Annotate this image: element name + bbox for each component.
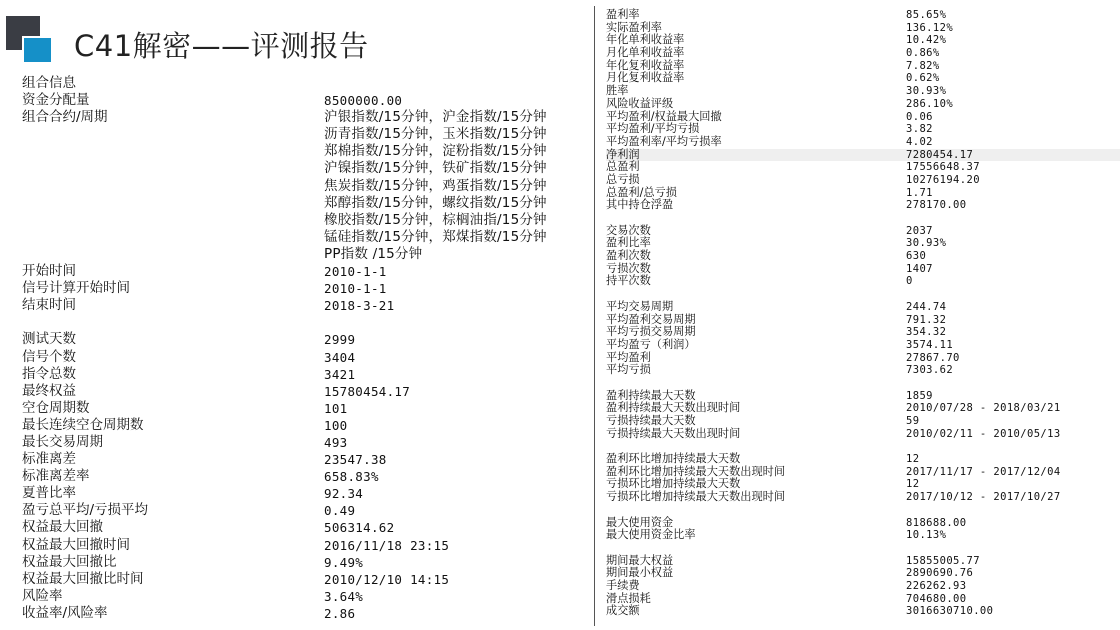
stat-value: 23547.38 [324,452,387,468]
stat-label: 最终权益 [22,382,76,399]
stat-value: 2018-3-21 [324,298,395,314]
stat-label: 实际盈利率 [606,20,662,34]
stat-value: 100 [324,417,348,433]
contract-line: 沪银指数/15分钟，沪金指数/15分钟 [324,109,547,126]
stat-label: 测试天数 [22,331,76,348]
contract-line: PP指数 /15分钟 [324,245,423,262]
stat-label: 平均盈利/平均亏损 [606,122,700,136]
stat-label: 标准离差率 [22,468,90,485]
logo-blue-square [22,36,51,62]
stat-row [22,451,567,468]
stat-label: 亏损环比增加持续最大天数 [606,477,741,491]
stat-value: 3016630710.00 [906,605,994,618]
stat-row [22,468,567,485]
stat-row [606,136,1116,149]
stat-value: 3574.11 [906,338,954,351]
stat-row [606,491,1116,504]
stat-value: 8500000.00 [324,93,403,109]
stat-value: 10276194.20 [906,173,980,186]
stat-row [606,580,1116,593]
stat-value: 1.71 [906,186,933,199]
spacer [606,288,1116,301]
stat-label: 平均交易周期 [606,299,674,313]
stat-label: 夏普比率 [22,485,76,502]
stat-value: 2017/10/12 - 2017/10/27 [906,491,1061,504]
stat-label: 开始时间 [22,263,76,280]
stat-label: 滑点损耗 [606,591,651,605]
stat-label: 盈利持续最大天数出现时间 [606,401,741,415]
stat-label: 最大使用资金 [606,515,674,529]
stat-value: 92.34 [324,486,364,502]
stat-label: 资金分配量 [22,92,90,109]
stat-row [22,537,567,554]
stat-row [606,161,1116,174]
stat-label: 月化单利收益率 [606,46,685,60]
stat-label: 风险收益评级 [606,96,674,110]
stat-label: 平均盈利/权益最大回撤 [606,109,722,123]
stat-row [606,123,1116,136]
stat-value: 2010-1-1 [324,264,387,280]
stat-value: 1859 [906,389,933,402]
stat-row [606,593,1116,606]
stat-label: 权益最大回撤 [22,519,103,536]
report-logo [6,16,54,60]
stat-label: 平均盈利 [606,350,651,364]
stat-row [606,339,1116,352]
stat-value: 85.65% [906,9,947,21]
stat-value: 9.49% [324,554,364,570]
stat-label: 期间最大权益 [606,553,674,567]
stat-label: 成交额 [606,604,640,618]
stat-label: 盈利环比增加持续最大天数出现时间 [606,464,786,478]
stat-value: 2890690.76 [906,567,974,580]
stat-value: 226262.93 [906,579,967,592]
stat-label: 总盈利/总亏损 [606,185,677,199]
stat-row [606,98,1116,111]
stat-label: 结束时间 [22,297,76,314]
stat-row [606,275,1116,288]
stat-label: 信号个数 [22,348,76,365]
stat-row [606,605,1116,618]
stat-row [22,400,567,417]
stat-label: 盈利环比增加持续最大天数 [606,452,741,466]
stat-value: 12 [906,453,920,466]
contract-line: 沪镍指数/15分钟，铁矿指数/15分钟 [324,160,547,177]
stat-value: 2037 [906,224,933,237]
stat-label: 最长交易周期 [22,433,103,450]
stat-label: 最长连续空仓周期数 [22,416,144,433]
spacer [606,212,1116,225]
stat-label: 手续费 [606,578,640,592]
stat-row [22,605,567,622]
stat-row [606,567,1116,580]
contract-line: 锰硅指数/15分钟，郑煤指数/15分钟 [324,228,547,245]
stat-label: 持平次数 [606,274,651,288]
contract-line: 郑棉指数/15分钟，淀粉指数/15分钟 [324,143,547,160]
stat-label: 盈利持续最大天数 [606,388,696,402]
stat-row [22,485,567,502]
stat-value: 2017/11/17 - 2017/12/04 [906,465,1061,478]
stat-value: 0.62% [906,72,940,85]
stat-value: 3.64% [324,588,364,604]
stat-row [606,149,1120,162]
stat-row [606,301,1116,314]
stat-value: 3421 [324,366,356,382]
stat-value: 791.32 [906,313,947,326]
spacer [606,377,1116,390]
stat-label: 空仓周期数 [22,399,90,416]
stat-label: 风险率 [22,587,63,604]
stat-label: 最大使用资金比率 [606,528,696,542]
stat-label: 指令总数 [22,365,76,382]
stat-row [606,326,1116,339]
stat-row [606,529,1116,542]
stat-row [22,434,567,451]
stat-value: 278170.00 [906,199,967,212]
stat-value: 244.74 [906,300,947,313]
contract-line: 橡胶指数/15分钟，棕榈油指/15分钟 [324,211,547,228]
stat-value: 0.06 [906,110,933,123]
stat-row [22,331,567,348]
stat-row [606,72,1116,85]
contract-line: 沥青指数/15分钟，玉米指数/15分钟 [324,126,547,143]
stat-value: 30.93% [906,237,947,250]
stat-label: 平均亏损交易周期 [606,325,696,339]
stat-value: 2010/02/11 - 2010/05/13 [906,427,1061,440]
stat-value: 1407 [906,262,933,275]
stat-label: 其中持仓浮盈 [606,198,674,212]
stat-value: 4.02 [906,135,933,148]
stat-row [22,297,567,314]
stat-label: 年化复利收益率 [606,58,685,72]
stat-value: 818688.00 [906,516,967,529]
stat-value: 7280454.17 [906,148,974,161]
stat-value: 7303.62 [906,364,954,377]
stat-label: 盈利率 [606,8,640,21]
stat-value: 3.82 [906,123,933,136]
stat-value: 10.42% [906,34,947,47]
stat-row [22,417,567,434]
stat-value: 15780454.17 [324,383,411,399]
stat-label: 权益最大回撤比时间 [22,570,144,587]
stat-label: 胜率 [606,84,629,98]
stat-row [606,187,1116,200]
stat-row [606,85,1116,98]
stat-row [22,519,567,536]
stat-row [606,174,1116,187]
stat-value: 0.86% [906,47,940,60]
stat-label: 总盈利 [606,160,640,174]
stat-value: 2.86 [324,605,356,621]
stat-row [606,453,1116,466]
stat-label: 期间最小权益 [606,566,674,580]
stat-value: 493 [324,434,348,450]
stat-value: 27867.70 [906,351,960,364]
stat-label: 盈利次数 [606,249,651,263]
page-title: C41解密——评测报告 [74,29,369,63]
stat-label: 总亏损 [606,172,640,186]
stat-label: 权益最大回撤时间 [22,536,130,553]
column-divider [594,6,595,626]
stat-label: 交易次数 [606,223,651,237]
stat-label: 亏损环比增加持续最大天数出现时间 [606,490,786,504]
stat-value: 2010-1-1 [324,281,387,297]
stat-row [22,588,567,605]
stat-label: 年化单利收益率 [606,33,685,47]
spacer [606,542,1116,555]
stat-value: 0 [906,275,913,288]
stat-row [606,352,1116,365]
stat-label: 平均盈亏（利润） [606,337,696,351]
stat-row [22,383,567,400]
stat-value: 2010/12/10 14:15 [324,571,450,587]
stat-label: 标准离差 [22,451,76,468]
stat-row [22,571,567,588]
stat-row [22,75,567,92]
stat-row [606,237,1116,250]
stat-value: 2010/07/28 - 2018/03/21 [906,402,1061,415]
stat-row [606,9,1116,22]
stat-value: 354.32 [906,326,947,339]
stat-label: 平均盈利率/平均亏损率 [606,134,722,148]
stat-label: 净利润 [606,147,640,161]
contract-line: 焦炭指数/15分钟，鸡蛋指数/15分钟 [324,177,547,194]
stat-value: 136.12% [906,21,954,34]
stat-value: 3404 [324,349,356,365]
stat-row [22,366,567,383]
stat-label: 亏损持续最大天数出现时间 [606,426,741,440]
stat-label: 平均亏损 [606,363,651,377]
stat-value: 7.82% [906,59,940,72]
stat-row [606,555,1116,568]
stat-value: 286.10% [906,97,954,110]
stat-label: 权益最大回撤比 [22,553,117,570]
contracts-list [324,109,547,263]
stat-row [606,415,1116,428]
stat-value: 2999 [324,332,356,348]
stat-value: 658.83% [324,469,379,485]
stat-row [22,280,567,297]
stat-value: 59 [906,415,920,427]
left-stats-column [22,75,567,622]
spacer [22,314,567,331]
stat-value: 0.49 [324,503,356,519]
stat-value: 12 [906,478,920,491]
stat-value: 506314.62 [324,520,395,536]
stat-row [22,554,567,571]
stat-row [606,428,1116,441]
stat-row [606,199,1116,212]
stat-row [606,250,1116,263]
spacer [606,504,1116,517]
stat-label: 收益率/风险率 [22,604,108,621]
stat-label: 亏损次数 [606,261,651,275]
stat-label: 盈利比率 [606,236,651,250]
stat-row [22,92,567,109]
stat-label: 信号计算开始时间 [22,280,130,297]
stat-value: 17556648.37 [906,161,980,174]
stat-row [22,502,567,519]
stat-value: 101 [324,400,348,416]
contracts-label: 组合合约/周期 [22,109,108,126]
stat-row [22,349,567,366]
stat-value: 704680.00 [906,592,967,605]
stat-value: 15855005.77 [906,554,980,567]
stat-value: 10.13% [906,529,947,542]
stat-label: 亏损持续最大天数 [606,414,696,427]
stat-row [606,225,1116,238]
stat-label: 平均盈利交易周期 [606,312,696,326]
stat-label: 月化复利收益率 [606,71,685,85]
stat-row [606,47,1116,60]
contract-line: 郑醇指数/15分钟，螺纹指数/15分钟 [324,194,547,211]
stat-row [606,263,1116,276]
stat-value: 2016/11/18 23:15 [324,537,450,553]
stat-label: 组合信息 [22,75,76,91]
stat-value: 30.93% [906,85,947,98]
stat-label: 盈亏总平均/亏损平均 [22,502,149,519]
stat-row [22,263,567,280]
stat-value: 630 [906,250,927,263]
stat-row [606,364,1116,377]
right-stats-column [606,9,1116,618]
contracts-row [22,109,567,263]
